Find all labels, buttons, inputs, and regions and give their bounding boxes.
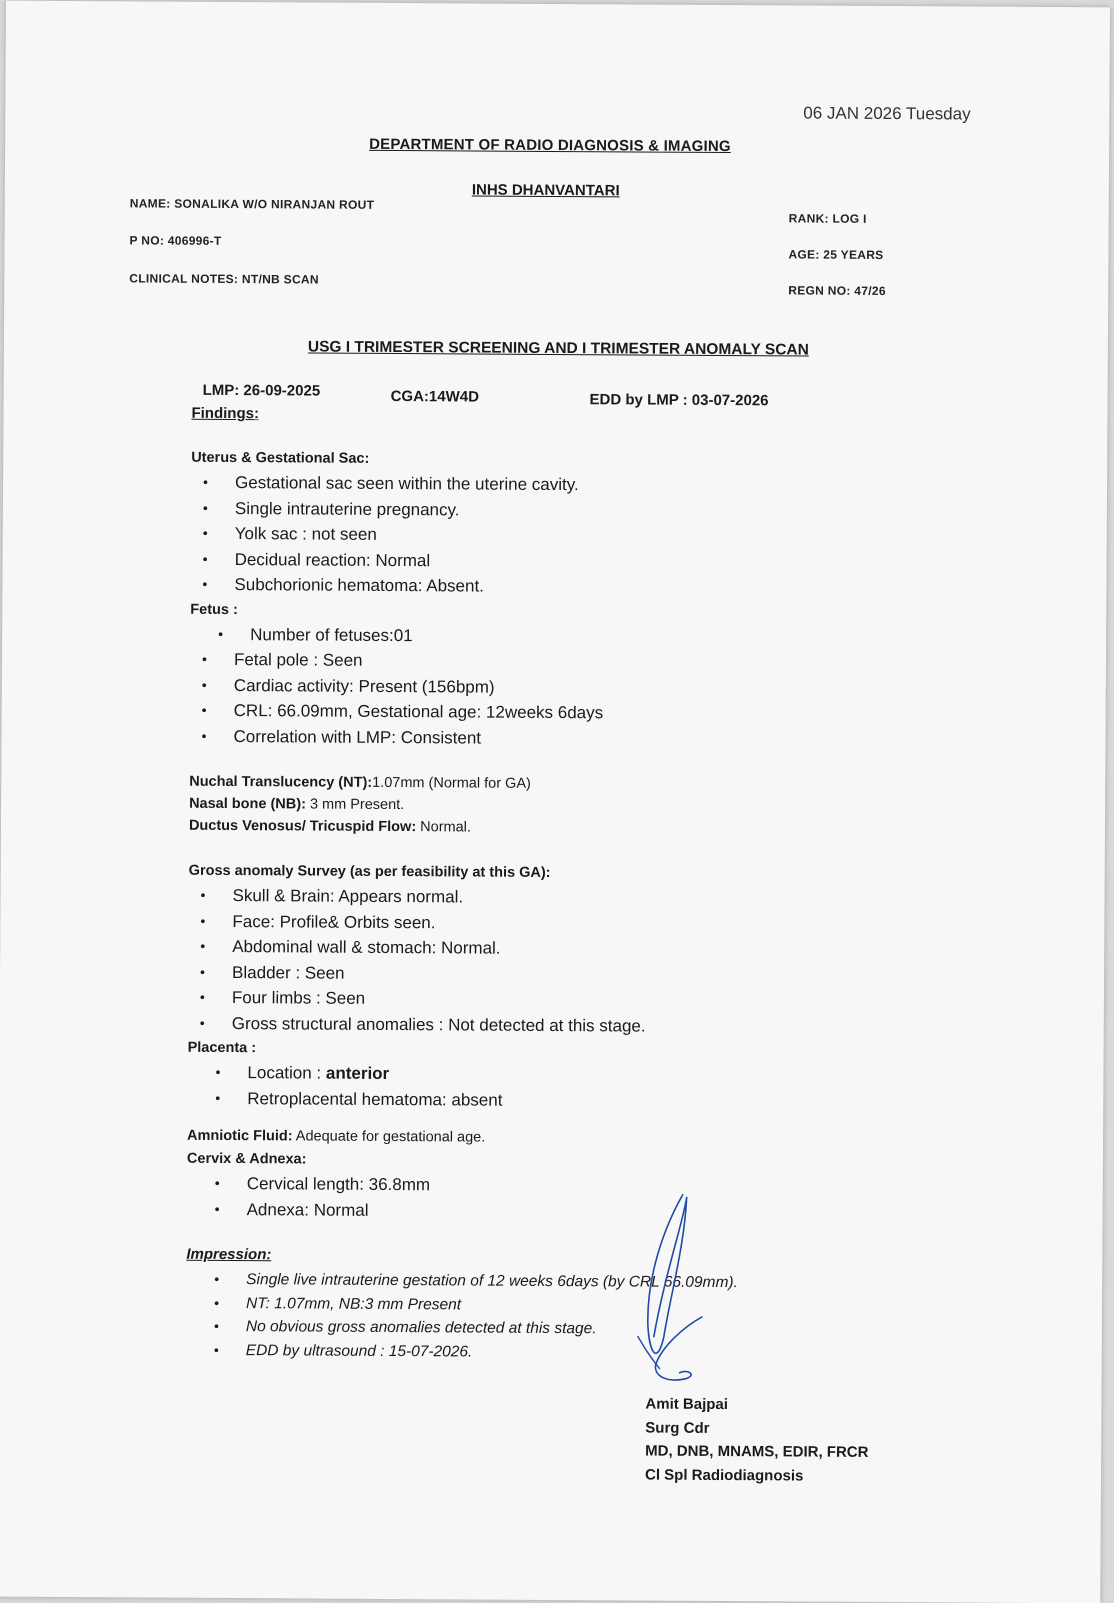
handwritten-signature — [623, 1186, 764, 1397]
list-item: • Gestational sac seen within the uterine cavity. — [191, 470, 1011, 501]
hospital-name: INHS DHANVANTARI — [471, 181, 620, 200]
nb-label: Nasal bone (NB): — [189, 795, 306, 813]
list-item: • Adnexa: Normal — [187, 1196, 1007, 1227]
list-item: • Single intrauterine pregnancy. — [191, 495, 1011, 526]
edd-by-lmp: EDD by LMP : 03-07-2026 — [589, 391, 769, 410]
patient-rank: RANK: LOG I — [788, 211, 867, 226]
clinical-notes: CLINICAL NOTES: NT/NB SCAN — [129, 271, 319, 287]
department-title: DEPARTMENT OF RADIO DIAGNOSIS & IMAGING — [369, 135, 731, 156]
list-item: • Yolk sac : not seen — [191, 521, 1011, 552]
signatory-degrees: MD, DNB, MNAMS, EDIR, FRCR — [645, 1442, 869, 1461]
list-item: • Gross structural anomalies : Not detected at this stage. — [188, 1010, 1008, 1041]
cervix-list — [187, 1171, 1007, 1227]
placenta-location-label: Location : — [247, 1063, 326, 1083]
list-item: • Skull & Brain: Appears normal. — [188, 883, 1008, 914]
nt-label: Nuchal Translucency (NT): — [189, 773, 373, 791]
list-item: • Retroplacental hematoma: absent — [187, 1085, 1007, 1116]
patient-age: AGE: 25 YEARS — [788, 247, 884, 262]
report-title: USG I TRIMESTER SCREENING AND I TRIMESTER ANOMALY SCAN — [307, 338, 809, 359]
fetus-list — [189, 621, 1010, 754]
anomaly-heading: Gross anomaly Survey (as per feasibility at this GA): — [188, 862, 551, 881]
report-page — [0, 1, 1110, 1603]
list-item: • Number of fetuses:01 — [190, 621, 1010, 652]
list-item: • Face: Profile& Orbits seen. — [188, 908, 1008, 939]
report-date: 06 JAN 2026 Tuesday — [803, 103, 971, 124]
lmp-value: LMP: 26-09-2025 — [202, 381, 321, 400]
uterus-heading: Uterus & Gestational Sac: — [191, 449, 370, 467]
list-item: • Bladder : Seen — [188, 959, 1008, 990]
findings-label: Findings: — [191, 404, 260, 423]
list-item: • Decidual reaction: Normal — [191, 546, 1011, 577]
amniotic-value: Adequate for gestational age. — [292, 1128, 486, 1146]
findings-body — [186, 446, 1012, 1367]
placenta-list — [187, 1060, 1007, 1116]
list-item: • Correlation with LMP: Consistent — [189, 723, 1009, 754]
impression-heading: Impression: — [186, 1245, 272, 1264]
list-item: • Cardiac activity: Present (156bpm) — [190, 672, 1010, 703]
signatory-block — [645, 1393, 869, 1488]
cga-value: CGA:14W4D — [390, 387, 480, 406]
dv-value: Normal. — [416, 819, 472, 836]
regn-no: REGN NO: 47/26 — [788, 283, 886, 299]
list-item: • NT: 1.07mm, NB:3 mm Present — [186, 1291, 1006, 1320]
nt-value: 1.07mm (Normal for GA) — [372, 774, 531, 792]
impression-list — [186, 1268, 1007, 1367]
patient-name: NAME: SONALIKA W/O NIRANJAN ROUT — [129, 196, 375, 212]
cervix-heading: Cervix & Adnexa: — [186, 1150, 307, 1168]
nb-value: 3 mm Present. — [305, 796, 405, 814]
signatory-rank: Surg Cdr — [645, 1419, 710, 1437]
patient-p-no: P NO: 406996-T — [129, 233, 222, 248]
list-item: • Single live intrauterine gestation of 12 weeks 6days (by CRL 66.09mm). — [186, 1268, 1006, 1297]
signatory-designation: Cl Spl Radiodiagnosis — [644, 1466, 804, 1485]
list-item: • CRL: 66.09mm, Gestational age: 12weeks 6days — [190, 698, 1010, 729]
list-item: • Fetal pole : Seen — [190, 647, 1010, 678]
amniotic-label: Amniotic Fluid: — [187, 1127, 293, 1145]
list-item: • EDD by ultrasound : 15-07-2026. — [186, 1338, 1006, 1367]
anomaly-list — [188, 883, 1009, 1041]
fetus-heading: Fetus : — [190, 601, 238, 618]
list-item: • Cervical length: 36.8mm — [187, 1171, 1007, 1202]
list-item: • Subchorionic hematoma: Absent. — [190, 572, 1010, 603]
dv-label: Ductus Venosus/ Tricuspid Flow: — [188, 817, 417, 836]
signatory-name: Amit Bajpai — [645, 1395, 729, 1414]
placenta-heading: Placenta : — [187, 1039, 257, 1057]
list-item: • Abdominal wall & stomach: Normal. — [188, 934, 1008, 965]
placenta-location-value: anterior — [325, 1063, 390, 1083]
list-item: • No obvious gross anomalies detected at this stage. — [186, 1315, 1006, 1344]
list-item: • Four limbs : Seen — [188, 985, 1008, 1016]
uterus-list — [190, 470, 1011, 603]
